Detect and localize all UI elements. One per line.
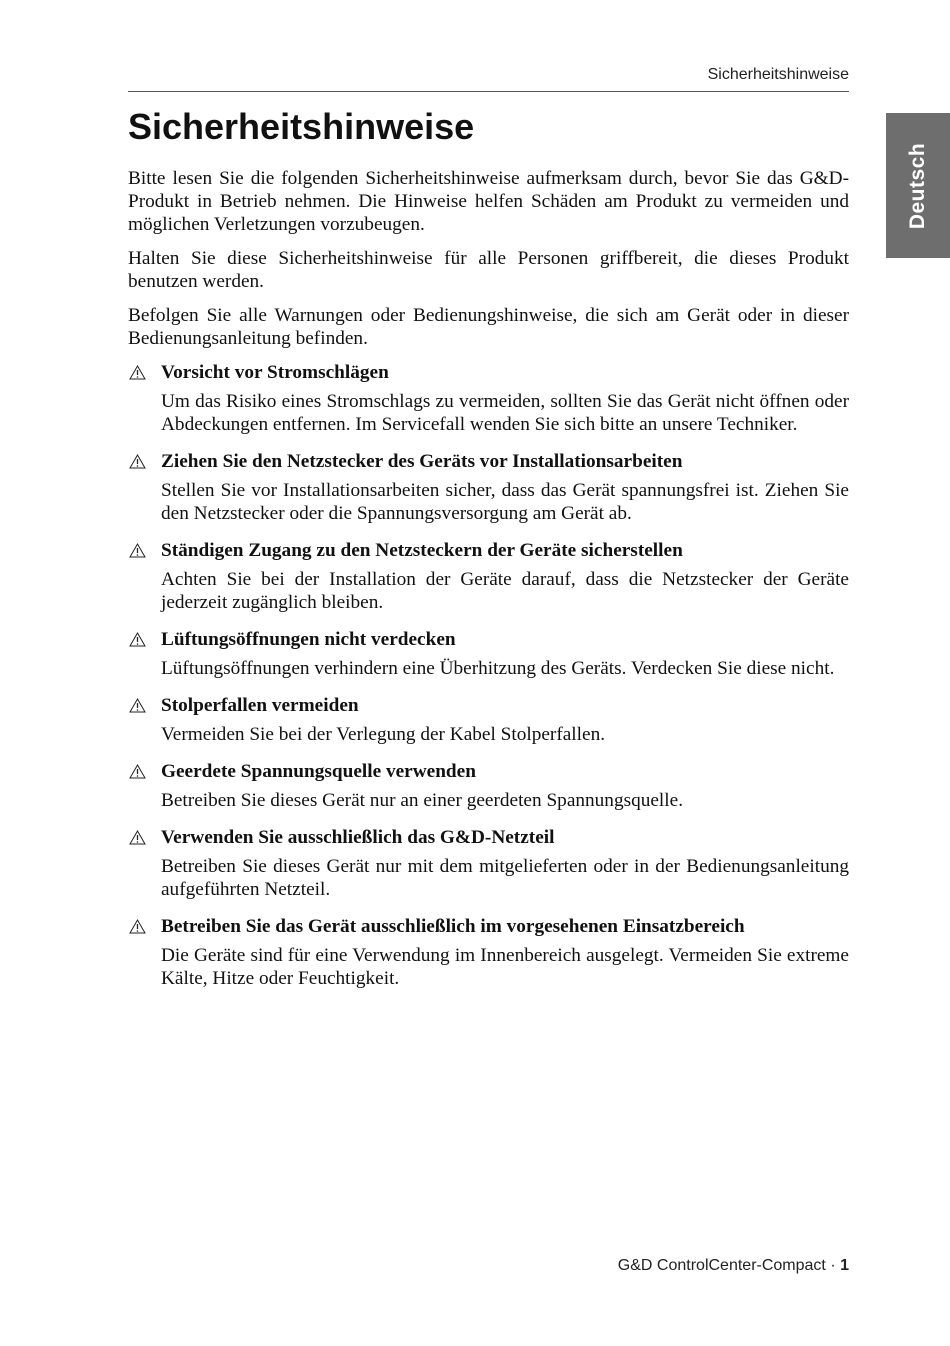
footer-product: G&D ControlCenter-Compact · (617, 1257, 836, 1274)
warning-list (128, 361, 849, 990)
warning-heading: Geerdete Spannungsquelle verwenden (161, 761, 476, 782)
page-content (128, 104, 849, 990)
warning-text: Vermeiden Sie bei der Verlegung der Kabel Stolperfallen. (161, 724, 606, 745)
warning-item (128, 450, 849, 525)
language-tab (886, 113, 950, 258)
page-footer (128, 1257, 849, 1275)
warning-heading: Ständigen Zugang zu den Netzsteckern der Geräte sicherstellen (161, 540, 683, 561)
warning-heading: Ziehen Sie den Netzstecker des Geräts vor Installationsarbeiten (161, 451, 683, 472)
warning-triangle-icon (129, 830, 146, 845)
warning-text: Die Geräte sind für eine Verwendung im Innenbereich ausgelegt. Vermeiden Sie extreme Kälte, Hitze oder Feuchtigkeit. (161, 945, 849, 989)
intro-paragraph: Befolgen Sie alle Warnungen oder Bedienungshinweise, die sich am Gerät oder in dieser Bedienungsanleitung befinden. (128, 305, 849, 349)
warning-triangle-icon (129, 543, 146, 558)
warning-triangle-icon (129, 454, 146, 469)
warning-item (128, 760, 849, 812)
warning-triangle-icon (129, 698, 146, 713)
warning-heading: Vorsicht vor Stromschlägen (161, 362, 389, 383)
warning-item (128, 826, 849, 901)
warning-text: Lüftungsöffnungen verhindern eine Überhitzung des Geräts. Verdecken Sie diese nicht. (161, 658, 835, 679)
warning-text: Betreiben Sie dieses Gerät nur mit dem mitgelieferten oder in der Bedienungsanleitung aufgeführten Netzteil. (161, 856, 849, 900)
running-header: Sicherheitshinweise (707, 66, 849, 83)
warning-triangle-icon (129, 764, 146, 779)
warning-triangle-icon (129, 632, 146, 647)
warning-text: Achten Sie bei der Installation der Geräte darauf, dass die Netzstecker der Geräte jederzeit zugänglich bleiben. (161, 569, 849, 613)
warning-item (128, 915, 849, 990)
warning-heading: Betreiben Sie das Gerät ausschließlich im vorgesehenen Einsatzbereich (161, 916, 745, 937)
header-rule (128, 91, 849, 92)
warning-item (128, 694, 849, 746)
language-tab-label: Deutsch (906, 142, 930, 229)
warning-heading: Lüftungsöffnungen nicht verdecken (161, 629, 456, 650)
warning-item (128, 361, 849, 436)
page-title: Sicherheitshinweise (128, 106, 475, 147)
warning-heading: Stolperfallen vermeiden (161, 695, 359, 716)
warning-triangle-icon (129, 919, 146, 934)
intro-paragraph: Bitte lesen Sie die folgenden Sicherheitshinweise aufmerksam durch, bevor Sie das G&D-Produkt in Betrieb nehmen. Die Hinweise helfen Schäden am Produkt zu vermeiden und möglichen Verletzungen vorzubeugen. (128, 168, 849, 235)
warning-heading: Verwenden Sie ausschließlich das G&D-Netzteil (161, 827, 555, 848)
intro-paragraph: Halten Sie diese Sicherheitshinweise für alle Personen griffbereit, die dieses Produkt benutzen werden. (128, 248, 849, 292)
warning-triangle-icon (129, 365, 146, 380)
warning-text: Um das Risiko eines Stromschlags zu vermeiden, sollten Sie das Gerät nicht öffnen oder Abdeckungen entfernen. Im Servicefall wenden Sie sich bitte an unsere Techniker. (161, 391, 849, 435)
warning-item (128, 628, 849, 680)
warning-text: Betreiben Sie dieses Gerät nur an einer geerdeten Spannungsquelle. (161, 790, 684, 811)
warning-text: Stellen Sie vor Installationsarbeiten sicher, dass das Gerät spannungsfrei ist. Ziehen Sie den Netzstecker oder die Spannungsversorgung am Gerät ab. (161, 480, 849, 524)
page-number: 1 (840, 1257, 849, 1274)
warning-item (128, 539, 849, 614)
